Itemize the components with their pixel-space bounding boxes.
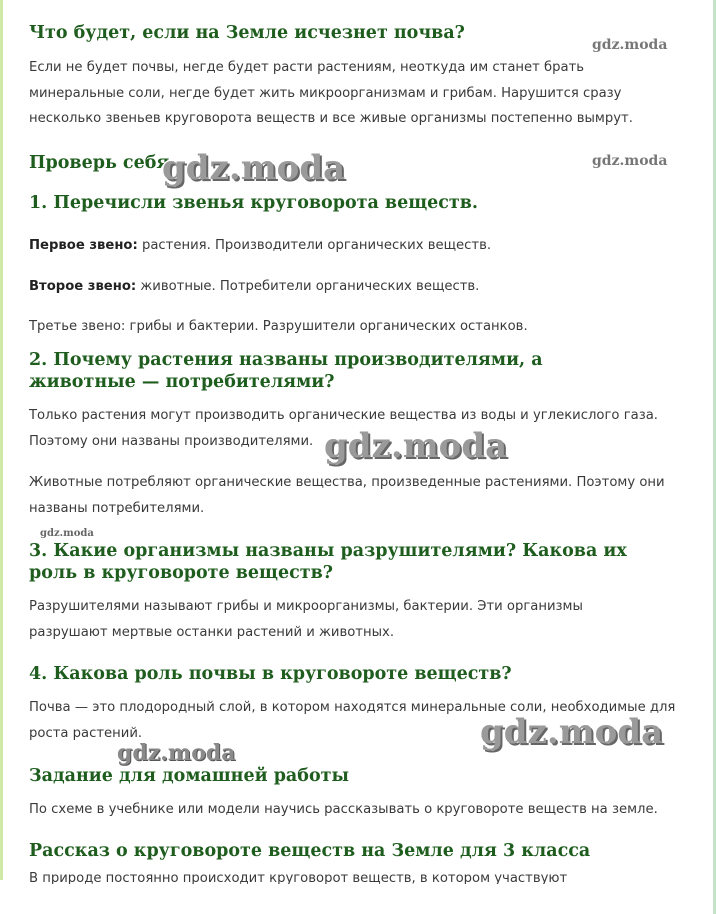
q1-line2-label: Второе звено: xyxy=(29,278,137,294)
q1-line3: Третье звено: грибы и бактерии. Разрушители органических останков. xyxy=(29,319,528,334)
story-text-cut xyxy=(29,872,701,884)
q2-answer1: Только растения могут производить органические вещества из воды и углекислого газа. Поэтому они названы производителями. xyxy=(29,408,658,449)
watermark-logo: gdz.moda xyxy=(324,426,508,466)
left-border xyxy=(0,0,3,880)
homework-text: По схеме в учебнике или модели научись рассказывать о круговороте веществ на земле. xyxy=(29,802,658,817)
check-heading: Проверь себя xyxy=(29,153,170,173)
q2-question: 2. Почему растения названы производителями, а животные — потребителями? xyxy=(29,350,543,392)
homework-section xyxy=(29,765,701,823)
watermark-logo: gdz.moda xyxy=(162,148,346,188)
watermark-logo: gdz.moda xyxy=(592,153,668,169)
intro-answer: Если не будет почвы, негде будет расти растениям, неоткуда им станет брать минеральные соли, негде будет жить микроорганизмам и грибам. Нарушится сразу несколько звеньев круговорота веществ и все живые организмы постепенно вымрут. xyxy=(29,60,633,126)
watermark-logo: gdz.moda xyxy=(592,37,668,53)
q4-question: 4. Какова роль почвы в круговороте веществ? xyxy=(29,664,512,684)
intro-question: Что будет, если на Земле исчезнет почва? xyxy=(29,23,465,43)
watermark-logo: gdz.moda xyxy=(40,528,94,539)
q1-section xyxy=(29,192,701,340)
story-heading: Рассказ о круговороте веществ на Земле для 3 класса xyxy=(29,841,591,861)
story-section xyxy=(29,840,701,862)
watermark-logo: gdz.moda xyxy=(117,740,236,766)
homework-heading: Задание для домашней работы xyxy=(29,766,350,786)
q2-answer2: Животные потребляют органические вещества, произведенные растениями. Поэтому они названы потребителями. xyxy=(29,475,665,516)
q1-line1-label: Первое звено: xyxy=(29,238,138,253)
q1-question: 1. Перечисли звенья круговорота веществ. xyxy=(29,193,479,213)
q1-line2 xyxy=(29,274,701,300)
story-text: В природе постоянно происходит круговорот веществ, в котором участвуют xyxy=(29,872,568,884)
q1-line1 xyxy=(29,233,701,259)
q3-section xyxy=(29,540,701,645)
watermark-logo: gdz.moda xyxy=(480,712,664,752)
q1-line1-text: растения. Производители органических веществ. xyxy=(137,238,492,253)
q4-answer: Почва — это плодородный слой, в котором находятся минеральные соли, необходимые для роста растений. xyxy=(29,700,676,741)
q3-question: 3. Какие организмы названы разрушителями? Какова их роль в круговороте веществ? xyxy=(29,541,627,583)
q1-line2-text: животные. Потребители органических веществ. xyxy=(136,278,480,294)
q3-answer: Разрушителями называют грибы и микроорганизмы, бактерии. Эти организмы разрушают мертвые останки растений и животных. xyxy=(29,599,583,640)
